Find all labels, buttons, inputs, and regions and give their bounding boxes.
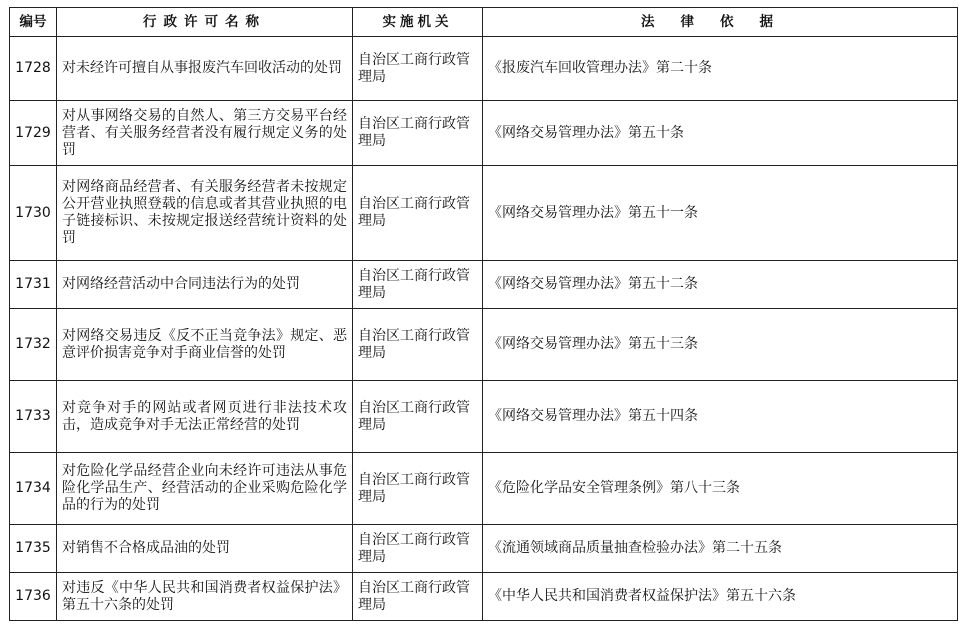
row-item-name: 对危险化学品经营企业向未经许可违法从事危险化学品生产、经营活动的企业采购危险化学品的行为的处罚 (57, 453, 353, 525)
table-row (10, 166, 958, 261)
row-legal-basis: 《网络交易管理办法》第五十二条 (483, 261, 958, 309)
row-number: 1729 (10, 101, 57, 166)
row-item-name: 对从事网络交易的自然人、第三方交易平台经营者、有关服务经营者没有履行规定义务的处罚 (57, 101, 353, 166)
row-authority: 自治区工商行政管理局 (353, 525, 483, 573)
row-authority: 自治区工商行政管理局 (353, 261, 483, 309)
table-row (10, 381, 958, 453)
row-authority: 自治区工商行政管理局 (353, 166, 483, 261)
row-item-name: 对销售不合格成品油的处罚 (57, 525, 353, 573)
row-legal-basis: 《危险化学品安全管理条例》第八十三条 (483, 453, 958, 525)
row-number: 1731 (10, 261, 57, 309)
table-row (10, 453, 958, 525)
row-number: 1736 (10, 573, 57, 621)
header-legal-basis: 法律依据 (483, 8, 958, 37)
header-item-name: 行政许可名称 (57, 8, 353, 37)
table-header-row (10, 8, 958, 37)
header-authority: 实施机关 (353, 8, 483, 37)
row-number: 1734 (10, 453, 57, 525)
row-authority: 自治区工商行政管理局 (353, 101, 483, 166)
row-authority: 自治区工商行政管理局 (353, 381, 483, 453)
header-number: 编号 (10, 8, 57, 37)
row-legal-basis: 《网络交易管理办法》第五十四条 (483, 381, 958, 453)
row-item-name: 对网络商品经营者、有关服务经营者未按规定公开营业执照登载的信息或者其营业执照的电子链接标识、未按规定报送经营统计资料的处罚 (57, 166, 353, 261)
row-item-name: 对网络交易违反《反不正当竞争法》规定、恶意评价损害竞争对手商业信誉的处罚 (57, 309, 353, 381)
row-authority: 自治区工商行政管理局 (353, 309, 483, 381)
table-row (10, 573, 958, 621)
table-row (10, 309, 958, 381)
row-item-name: 对未经许可擅自从事报废汽车回收活动的处罚 (57, 37, 353, 101)
row-legal-basis: 《网络交易管理办法》第五十一条 (483, 166, 958, 261)
row-authority: 自治区工商行政管理局 (353, 37, 483, 101)
row-legal-basis: 《网络交易管理办法》第五十三条 (483, 309, 958, 381)
row-item-name: 对竞争对手的网站或者网页进行非法技术攻击，造成竞争对手无法正常经营的处罚 (57, 381, 353, 453)
row-number: 1735 (10, 525, 57, 573)
row-number: 1733 (10, 381, 57, 453)
table-row (10, 525, 958, 573)
row-number: 1728 (10, 37, 57, 101)
row-number: 1732 (10, 309, 57, 381)
row-authority: 自治区工商行政管理局 (353, 573, 483, 621)
row-number: 1730 (10, 166, 57, 261)
table-row (10, 101, 958, 166)
row-legal-basis: 《中华人民共和国消费者权益保护法》第五十六条 (483, 573, 958, 621)
table-row (10, 37, 958, 101)
row-legal-basis: 《流通领域商品质量抽查检验办法》第二十五条 (483, 525, 958, 573)
table-row (10, 261, 958, 309)
row-legal-basis: 《报废汽车回收管理办法》第二十条 (483, 37, 958, 101)
administrative-penalty-table (9, 7, 958, 621)
row-item-name: 对违反《中华人民共和国消费者权益保护法》第五十六条的处罚 (57, 573, 353, 621)
row-item-name: 对网络经营活动中合同违法行为的处罚 (57, 261, 353, 309)
row-authority: 自治区工商行政管理局 (353, 453, 483, 525)
row-legal-basis: 《网络交易管理办法》第五十条 (483, 101, 958, 166)
